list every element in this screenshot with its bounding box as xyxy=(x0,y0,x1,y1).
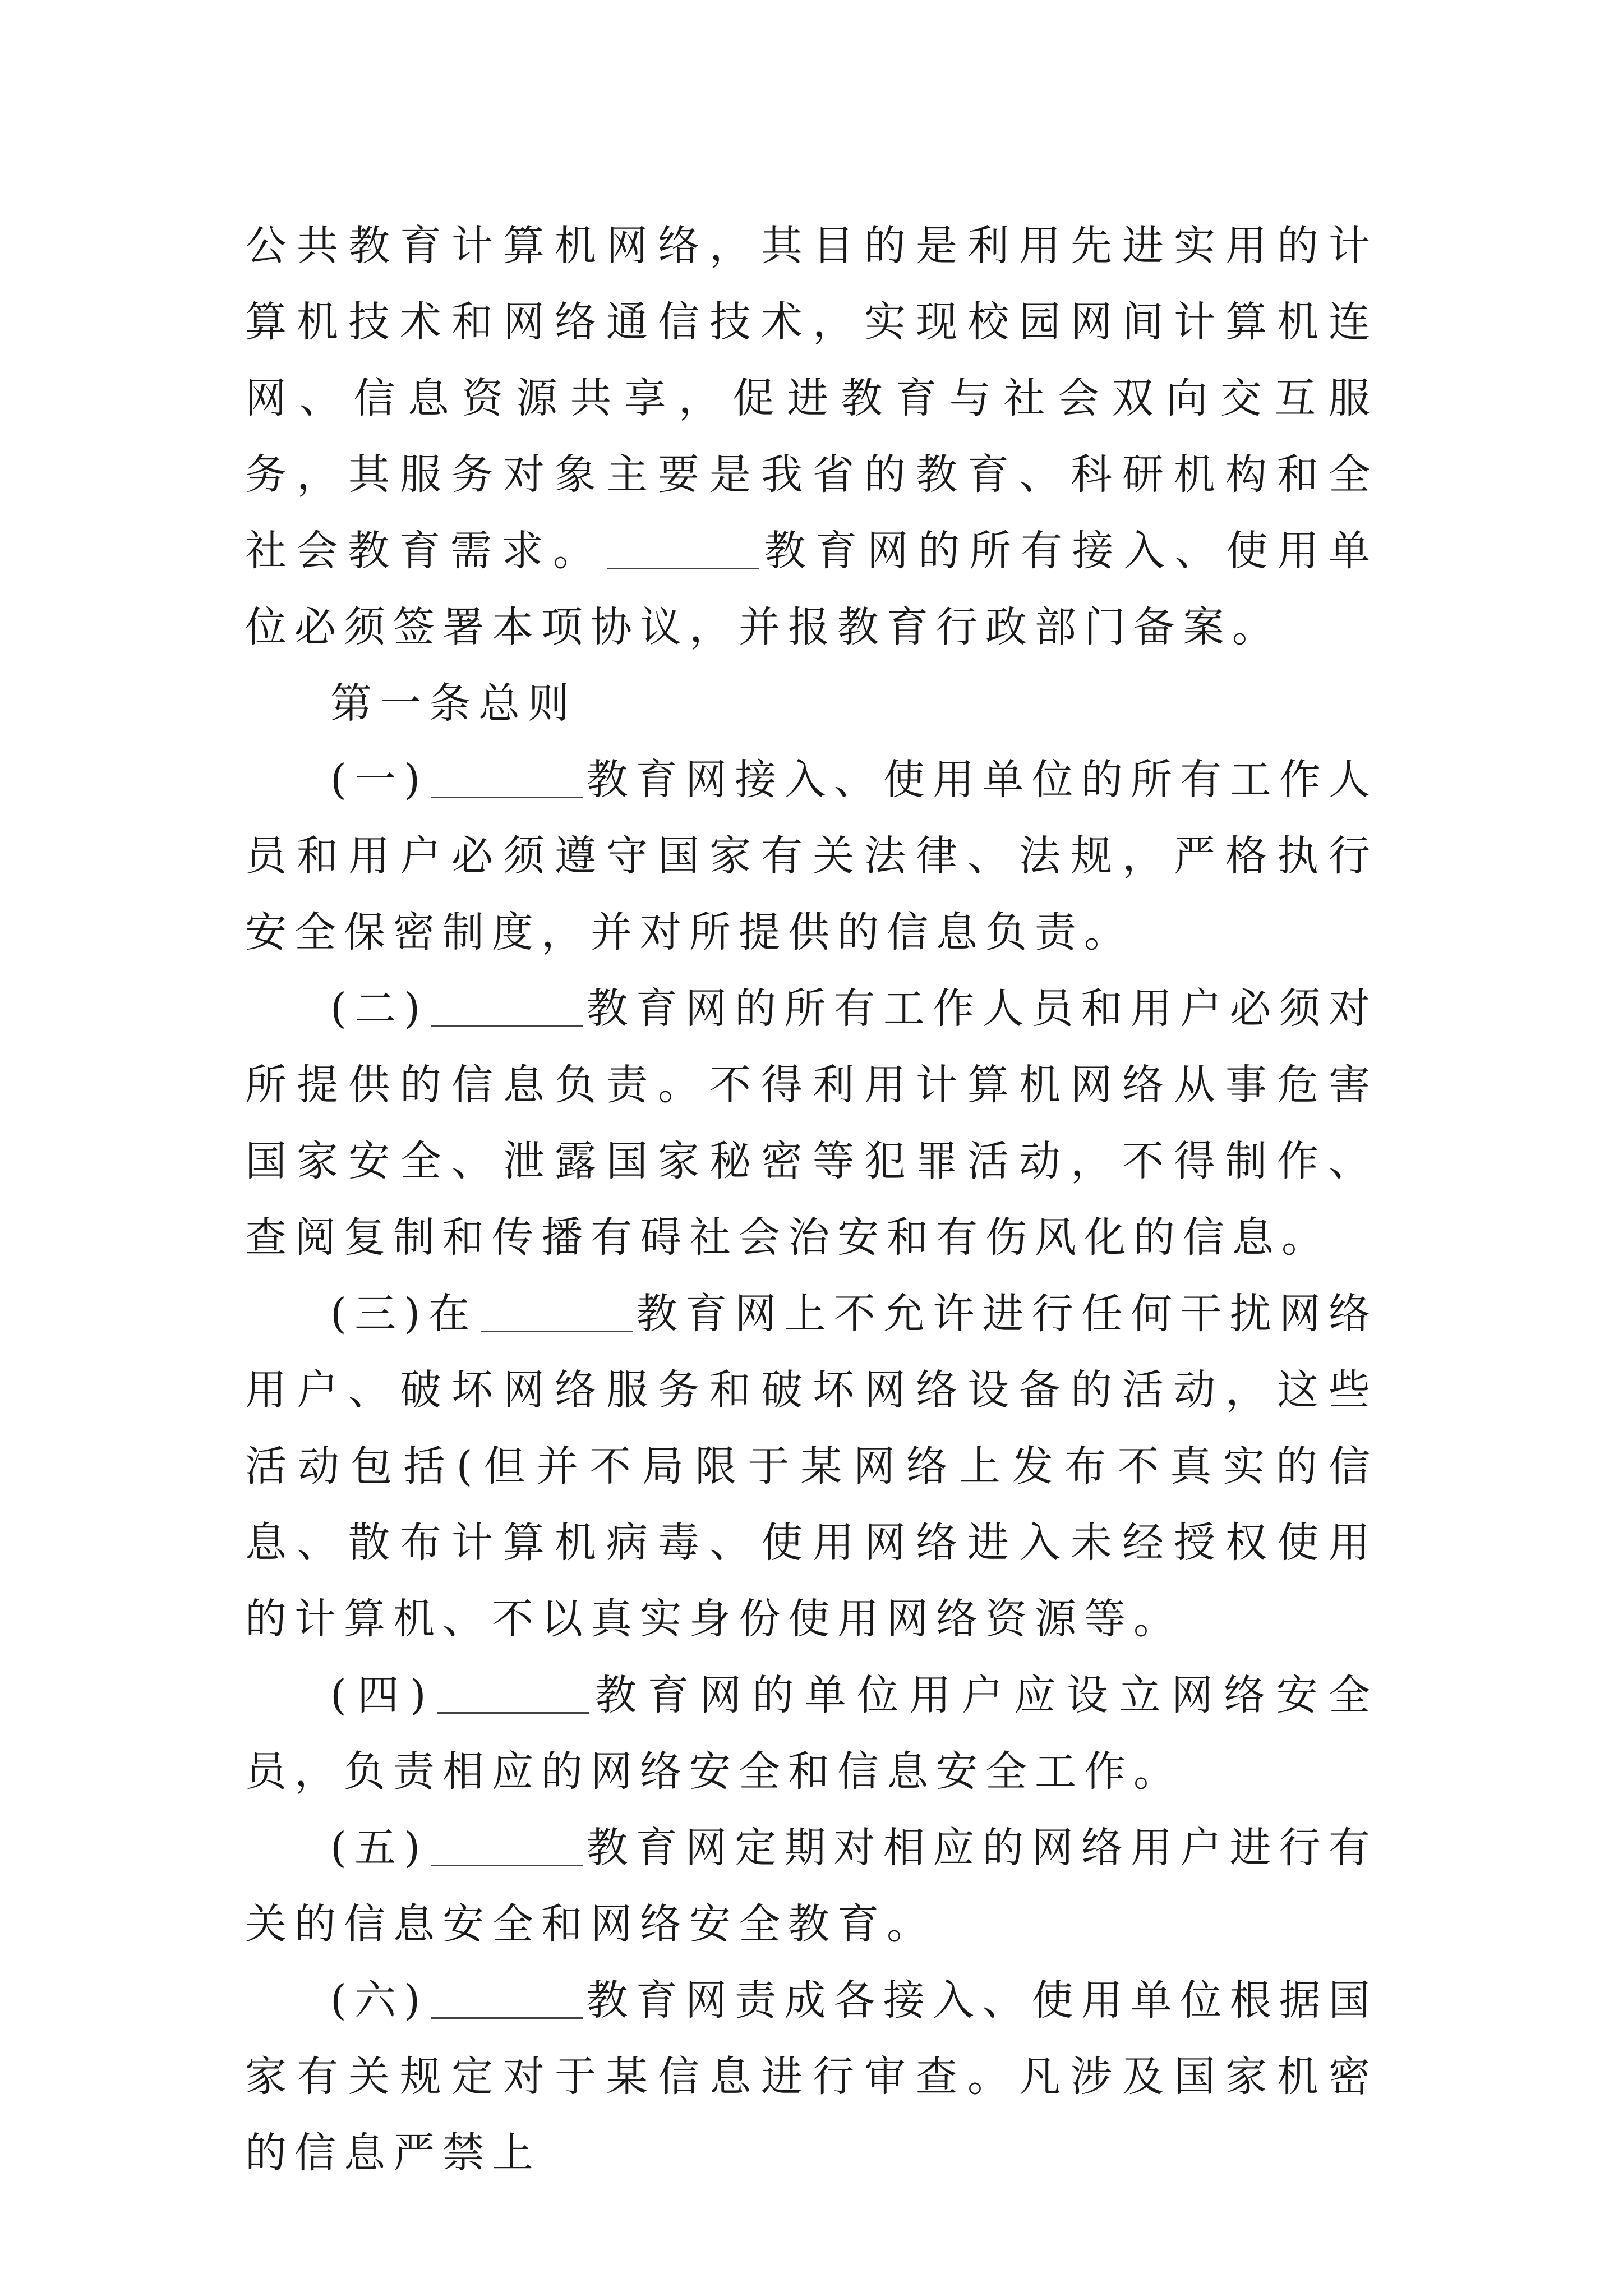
clause-text: 教育网责成各接入、使用单位根据国家有关规定对于某信息进行审查。凡涉及国家机密的信息严禁上 xyxy=(245,1976,1378,2177)
clause-item xyxy=(245,1657,1378,1810)
clause-number: (四) xyxy=(330,1671,434,1719)
clause-number: (六) xyxy=(330,1976,428,2024)
blank-line xyxy=(431,1976,583,2019)
blank-line xyxy=(431,755,583,798)
blank-line xyxy=(481,1289,633,1332)
blank-line xyxy=(431,1823,583,1866)
clause-text: 教育网定期对相应的网络用户进行有关的信息安全和网络安全教育。 xyxy=(245,1824,1378,1948)
section-title: 第一条总则 xyxy=(330,679,577,728)
clause-text: 教育网上不允许进行任何干扰网络用户、破坏网络服务和破坏网络设备的活动，这些活动包括(但并不局限于某网络上发布不真实的信息、散布计算机病毒、使用网络进入未经授权使用的计算机、不以真实身份使用网络资源等。 xyxy=(245,1290,1378,1643)
clause-number: (五) xyxy=(330,1824,428,1872)
clause-number: (三)在 xyxy=(330,1290,478,1338)
intro-paragraph xyxy=(245,208,1378,665)
clause-text: 教育网接入、使用单位的所有工作人员和用户必须遵守国家有关法律、法规，严格执行安全保密制度，并对所提供的信息负责。 xyxy=(245,756,1378,956)
blank-line xyxy=(431,984,583,1027)
blank-line xyxy=(607,526,759,569)
blank-line xyxy=(437,1671,589,1714)
clause-text: 教育网的所有工作人员和用户必须对所提供的信息负责。不得利用计算机网络从事危害国家安全、泄露国家秘密等犯罪活动，不得制作、查阅复制和传播有碍社会治安和有伤风化的信息。 xyxy=(245,984,1378,1262)
clause-item xyxy=(245,1962,1378,2191)
intro-text: 公共教育计算机网络，其目的是利用先进实用的计算机技术和网络通信技术，实现校园网间计算机连网、信息资源共享，促进教育与社会双向交互服务，其服务对象主要是我省的教育、科研机构和全社会教育需求。 xyxy=(245,222,1378,575)
clause-text: 教育网的单位用户应设立网络安全员，负责相应的网络安全和信息安全工作。 xyxy=(245,1671,1378,1796)
clause-item xyxy=(245,1810,1378,1962)
clause-item xyxy=(245,742,1378,970)
document-page xyxy=(245,208,1378,2191)
clause-item xyxy=(245,1276,1378,1657)
clause-number: (二) xyxy=(330,984,428,1033)
clause-number: (一) xyxy=(330,756,428,804)
intro-text-continued: 教育网的所有接入、使用单位必须签署本项协议，并报教育行政部门备案。 xyxy=(245,527,1378,651)
clause-item xyxy=(245,970,1378,1276)
